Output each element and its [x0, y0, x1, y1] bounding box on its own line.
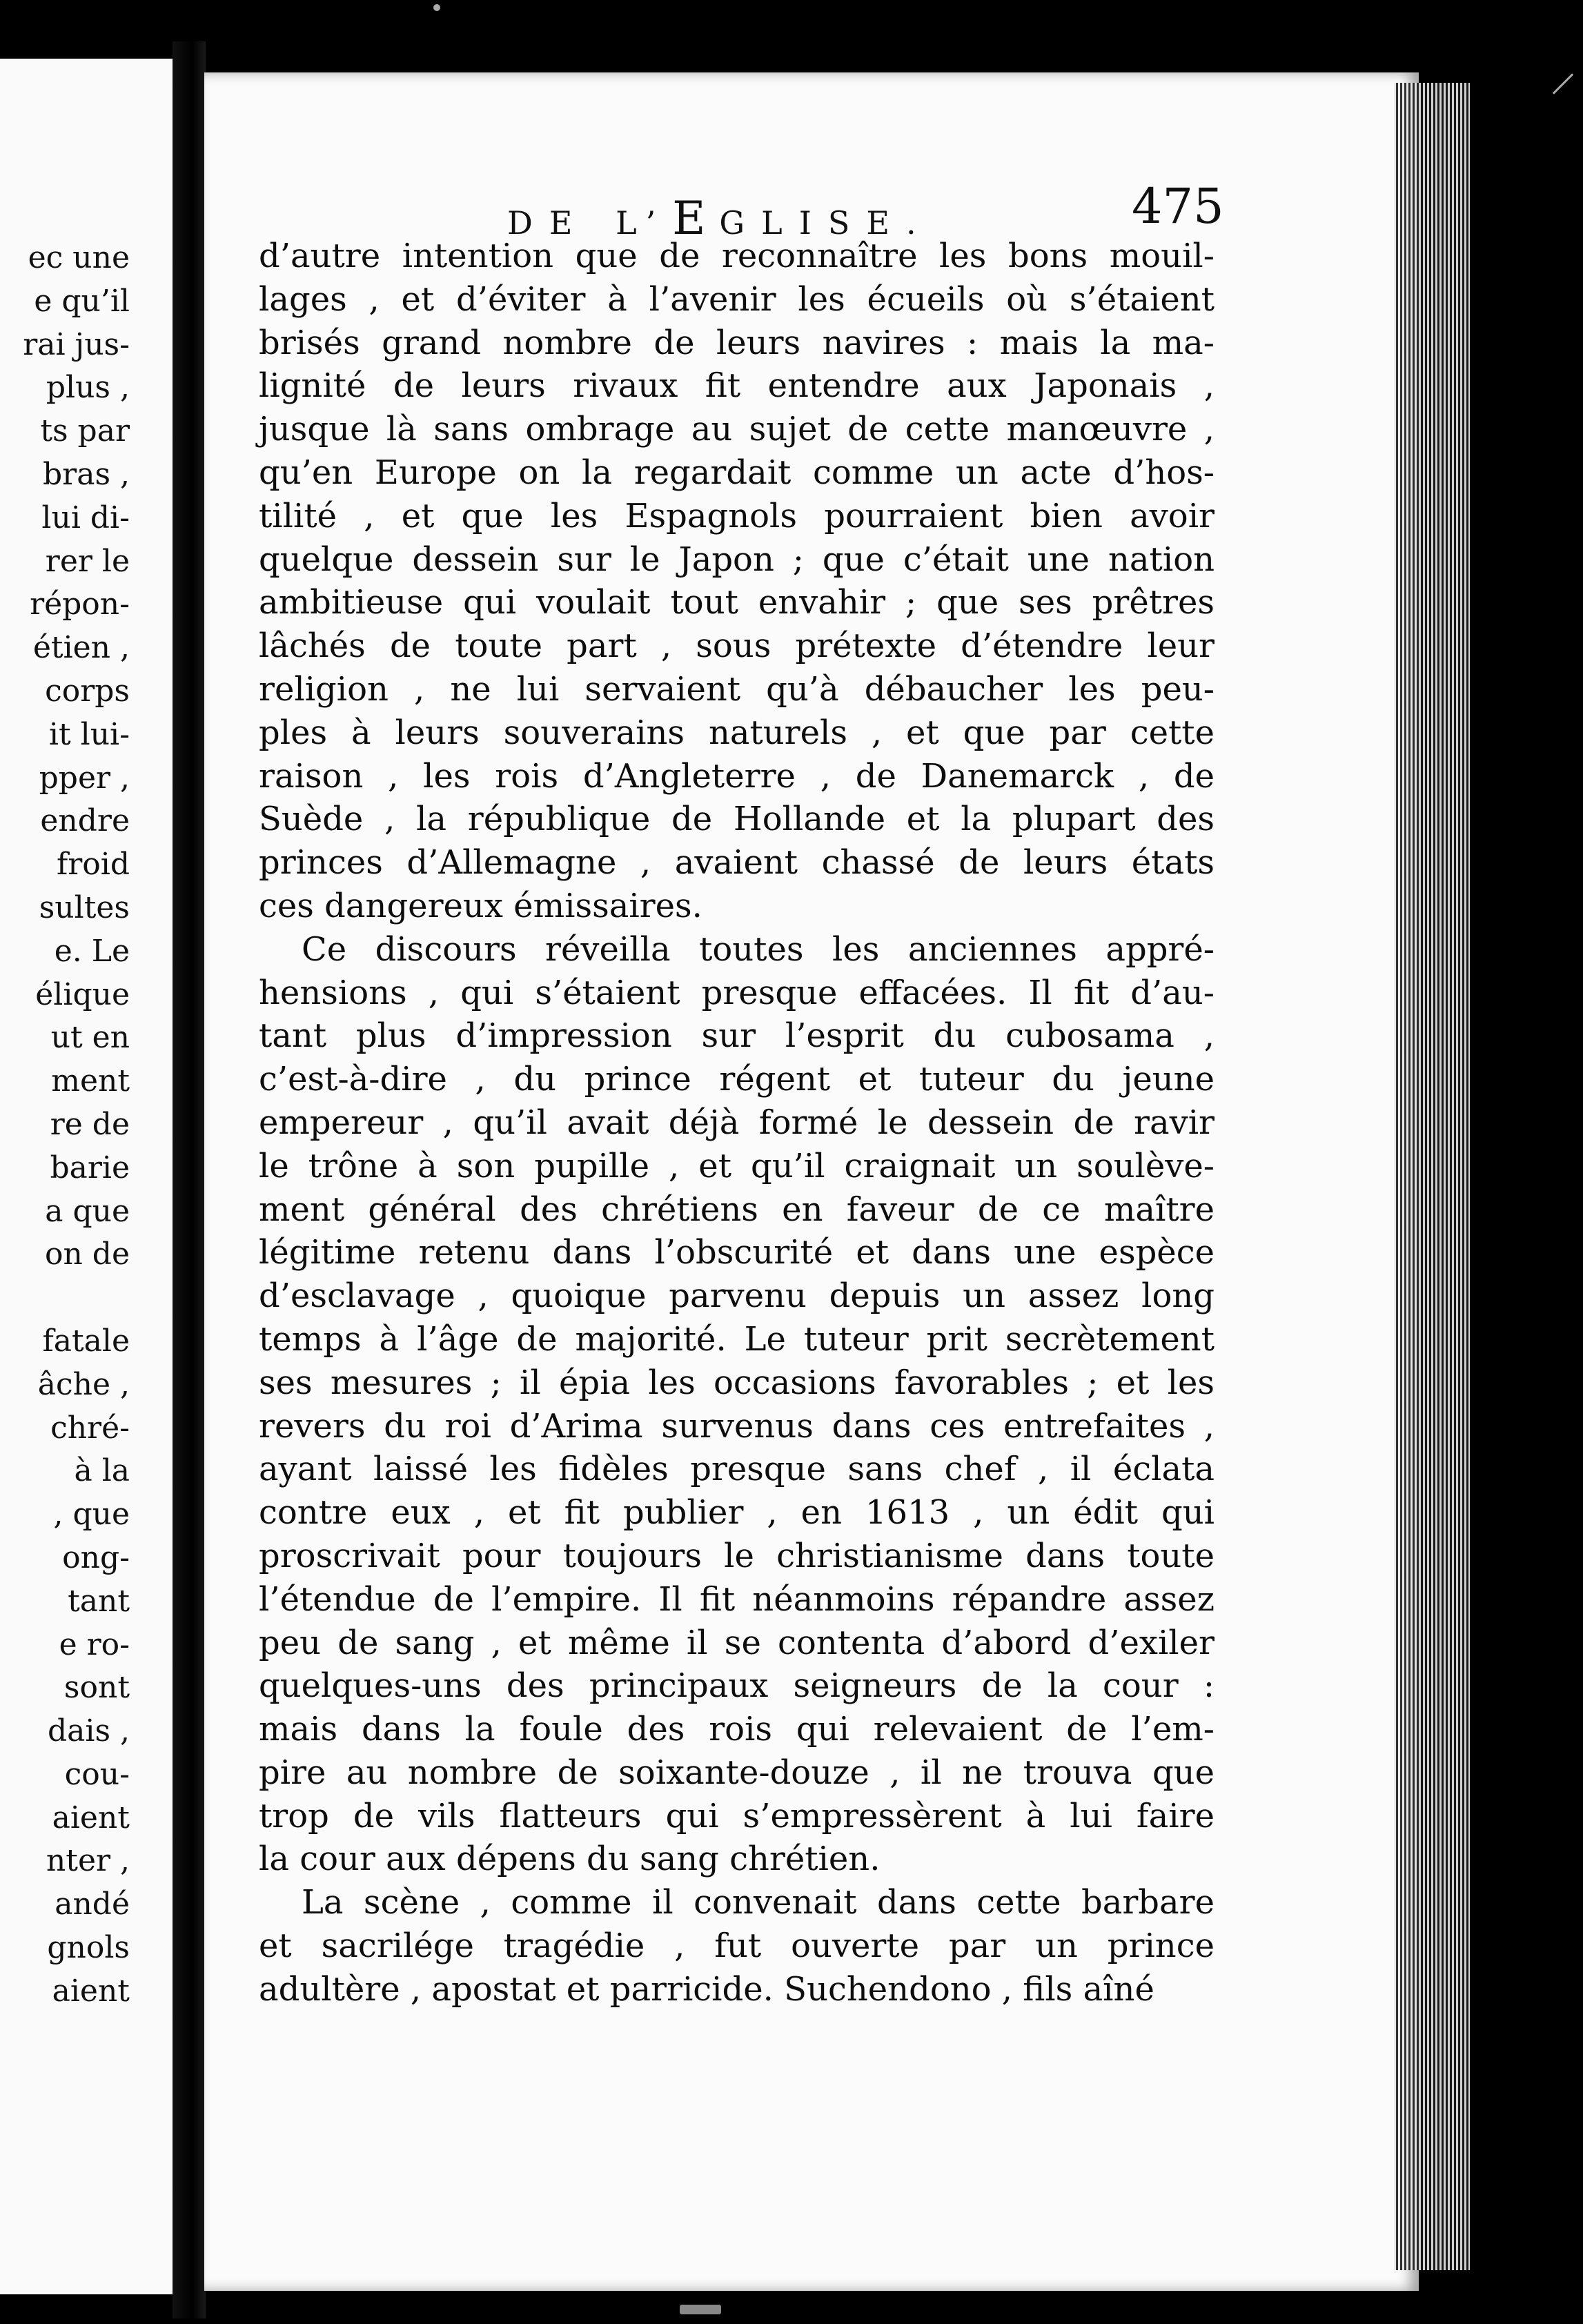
running-head-initial: E [672, 192, 720, 245]
text-line: la cour aux dépens du sang chrétien. [259, 1840, 881, 1879]
previous-page-text [0, 237, 130, 2013]
previous-page-line: gnols [47, 1930, 130, 1966]
text-line: hensions , qui s’étaient presque effacées. Il fit d’au- [259, 973, 1215, 1012]
previous-page-line: âche , [37, 1366, 130, 1402]
text-line: jusque là sans ombrage au sujet de cette manœuvre , [259, 410, 1215, 449]
previous-page-line: sultes [39, 889, 130, 925]
previous-page-line: barie [50, 1150, 130, 1185]
page-block-edges [1394, 83, 1470, 2270]
previous-page-line: re de [50, 1106, 130, 1142]
text-line: tant plus d’impression sur l’esprit du cubosama , [259, 1016, 1215, 1056]
previous-page-line: répon- [30, 587, 130, 622]
running-head-rest: GLISE. [719, 204, 933, 242]
previous-page-line: cou- [64, 1756, 130, 1792]
body-text [259, 235, 1215, 2011]
text-line: ses mesures ; il épia les occasions favorables ; et les [259, 1363, 1215, 1402]
text-line: lâchés de toute part , sous prétexte d’étendre leur [259, 627, 1215, 666]
text-line: princes d’Allemagne , avaient chassé de leurs états [259, 843, 1215, 883]
previous-page-line: aient [52, 1973, 130, 2009]
previous-page-line: étien , [32, 630, 130, 666]
text-line: l’étendue de l’empire. Il fit néanmoins répandre assez [259, 1579, 1215, 1619]
previous-page-line: on de [44, 1237, 130, 1272]
text-line: temps à l’âge de majorité. Le tuteur prit secrètement [259, 1319, 1215, 1359]
text-line: le trône à son pupille , et qu’il craignait un soulève- [259, 1146, 1215, 1185]
previous-page-line: ec une [28, 240, 130, 275]
previous-page-line: lui di- [41, 500, 130, 535]
text-line: proscrivait pour toujours le christianisme dans toute [259, 1536, 1215, 1575]
previous-page-line: ment [51, 1063, 130, 1099]
scan-border [1470, 69, 1583, 2324]
text-line: ples à leurs souverains naturels , et que par cette [259, 713, 1215, 752]
text-line: d’autre intention que de reconnaître les bons mouil- [259, 237, 1215, 275]
previous-page-line: rer le [45, 543, 130, 579]
text-line: contre eux , et fit publier , en 1613 , un édit qui [259, 1493, 1215, 1533]
previous-page-line: pper , [39, 760, 130, 796]
previous-page-line [0, 1277, 130, 1320]
previous-page-line: ong- [62, 1539, 130, 1575]
previous-page-line: e qu’il [34, 283, 130, 319]
previous-page-line: a que [45, 1193, 130, 1229]
text-line: ment général des chrétiens en faveur de ce maître [259, 1190, 1215, 1229]
text-line: ambitieuse qui voulait tout envahir ; que ses prêtres [259, 583, 1215, 622]
text-line: tilité , et que les Espagnols pourraient bien avoir [259, 496, 1215, 535]
text-line: raison , les rois d’Angleterre , de Danemarck , de [259, 756, 1215, 796]
text-line: ces dangereux émissaires. [259, 886, 702, 925]
previous-page-line: dais , [47, 1713, 130, 1749]
previous-page-line: à la [74, 1453, 130, 1489]
text-line: brisés grand nombre de leurs navires : mais la ma- [259, 323, 1215, 362]
text-line: revers du roi d’Arima survenus dans ces entrefaites , [259, 1406, 1215, 1446]
text-line: c’est-à-dire , du prince régent et tuteur du jeune [259, 1060, 1215, 1099]
previous-page-line: tant [68, 1583, 130, 1619]
previous-page-line: andé [55, 1887, 130, 1922]
book-gutter [173, 41, 206, 2318]
previous-page-line: endre [40, 803, 130, 839]
text-line: religion , ne lui servaient qu’à débaucher les peu- [259, 669, 1215, 709]
previous-page-line: rai jus- [23, 326, 130, 362]
text-line: légitime retenu dans l’obscurité et dans une espèce [259, 1233, 1215, 1272]
previous-page-line: froid [56, 847, 130, 883]
previous-page-fragment [0, 59, 173, 2294]
text-line: et sacrilége tragédie , fut ouverte par un prince [259, 1927, 1215, 1966]
previous-page-line: ts par [40, 413, 130, 449]
previous-page-line: bras , [43, 456, 130, 492]
previous-page-line: e ro- [59, 1626, 130, 1662]
previous-page-line: élique [35, 976, 130, 1012]
text-line: empereur , qu’il avait déjà formé le dessein de ravir [259, 1103, 1215, 1142]
text-line: quelques-uns des principaux seigneurs de la cour : [259, 1666, 1215, 1706]
text-line: lages , et d’éviter à l’avenir les écueils où s’étaient [259, 279, 1215, 319]
previous-page-line: , que [53, 1497, 130, 1533]
previous-page-line: aient [52, 1800, 130, 1835]
text-line: peu de sang , et même il se contenta d’abord d’exiler [259, 1623, 1215, 1662]
previous-page-line: ut en [50, 1020, 130, 1056]
previous-page-line: corps [45, 673, 130, 709]
text-line: pire au nombre de soixante-douze , il ne trouva que [259, 1753, 1215, 1792]
scan-speck [433, 4, 440, 11]
scan-speck [680, 2305, 721, 2314]
previous-page-line: sont [63, 1670, 130, 1706]
previous-page-line: plus , [46, 370, 130, 406]
text-line: trop de vils flatteurs qui s’empressèrent à lui faire [259, 1796, 1215, 1835]
text-line: La scène , comme il convenait dans cette barbare [302, 1883, 1215, 1922]
text-line: adultère , apostat et parricide. Suchendono , fils aîné [259, 1969, 1154, 2009]
text-line: mais dans la foule des rois qui relevaient de l’em- [259, 1710, 1215, 1749]
previous-page-line: chré- [50, 1410, 130, 1446]
text-line: ayant laissé les fidèles presque sans chef , il éclata [259, 1450, 1215, 1489]
page-number: 475 [1132, 178, 1224, 235]
text-line: quelque dessein sur le Japon ; que c’était une nation [259, 540, 1215, 579]
previous-page-line: nter , [46, 1843, 130, 1879]
text-line: qu’en Europe on la regardait comme un acte d’hos- [259, 453, 1215, 492]
text-line: Suède , la république de Hollande et la plupart des [259, 800, 1215, 839]
running-head-prefix: DE L’ [507, 204, 673, 242]
previous-page-line: fatale [42, 1323, 130, 1359]
text-line: d’esclavage , quoique parvenu depuis un assez long [259, 1277, 1215, 1316]
text-line: Ce discours réveilla toutes les anciennes appré- [302, 929, 1215, 969]
previous-page-line: it lui- [48, 716, 130, 752]
text-line: lignité de leurs rivaux fit entendre aux Japonais , [259, 366, 1215, 406]
previous-page-line: e. Le [54, 933, 130, 969]
